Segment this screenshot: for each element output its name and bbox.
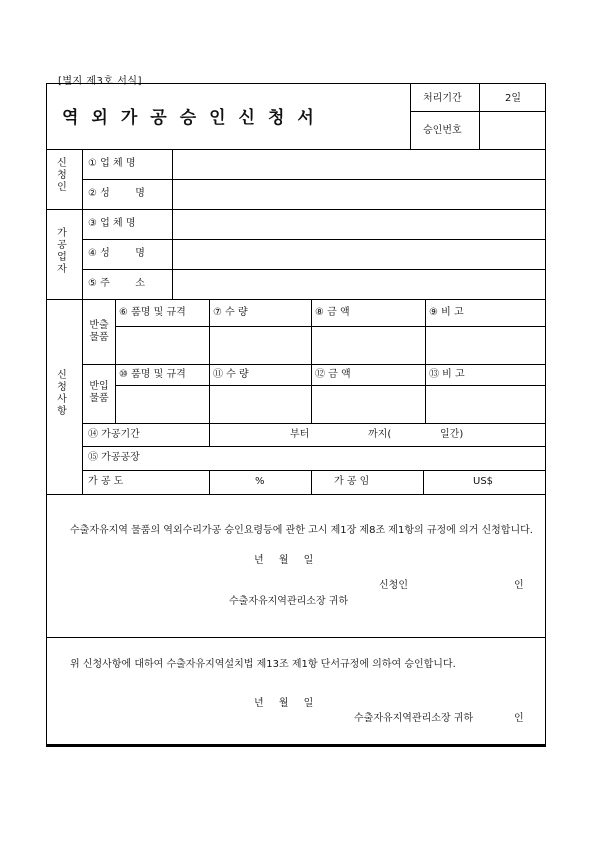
approval-number-field[interactable] bbox=[482, 113, 544, 147]
section-line bbox=[46, 637, 546, 638]
approval-statement: 위 신청사항에 대하여 수출자유지역설치법 제13조 제1항 단서규정에 의하여 승인합니다. bbox=[70, 659, 456, 670]
column-line bbox=[311, 470, 312, 494]
row-line bbox=[82, 239, 546, 240]
period-to-label: 까지( bbox=[368, 429, 392, 440]
header-divider-2 bbox=[479, 83, 480, 149]
column-line bbox=[172, 149, 173, 299]
import-col-qty: ⑪ 수 량 bbox=[213, 369, 249, 380]
form-number: [별지 제3호 서식] bbox=[58, 76, 142, 87]
application-date: 년 월 일 bbox=[254, 555, 314, 566]
row-line bbox=[82, 423, 546, 424]
processor-company-label: ③ 업 체 명 bbox=[88, 218, 136, 229]
processing-wage-currency: US$ bbox=[473, 476, 494, 487]
period-from-label: 부터 bbox=[290, 429, 310, 440]
processing-factory-label: ⑮ 가공공장 bbox=[88, 452, 140, 463]
column-line bbox=[82, 149, 83, 494]
export-col-amount: ⑧ 금 액 bbox=[315, 307, 350, 318]
applicant-company-label: ① 업 체 명 bbox=[88, 158, 136, 169]
row-line bbox=[115, 326, 546, 327]
approval-number-label: 승인번호 bbox=[423, 125, 462, 136]
column-line bbox=[425, 299, 426, 423]
import-col-remark: ⑬ 비 고 bbox=[429, 369, 465, 380]
row-line bbox=[82, 470, 546, 471]
approval-addressee: 수출자유지역관리소장 귀하 bbox=[354, 713, 474, 724]
processing-period-label: 처리기간 bbox=[423, 93, 462, 104]
processor-name-label: ④ 성 명 bbox=[88, 248, 145, 259]
processing-factory-field[interactable] bbox=[211, 448, 544, 468]
column-line bbox=[311, 299, 312, 423]
period-days-label: 일간) bbox=[440, 429, 464, 440]
applicant-name-field[interactable] bbox=[174, 181, 544, 208]
processor-address-label: ⑤ 주 소 bbox=[88, 278, 145, 289]
applicant-signature-label: 신청인 bbox=[379, 580, 408, 591]
processing-wage-label: 가 공 임 bbox=[334, 476, 370, 487]
header-row-divider bbox=[410, 111, 546, 112]
approval-date: 년 월 일 bbox=[254, 698, 314, 709]
request-section-label: 신 청 사 항 bbox=[57, 370, 67, 417]
section-line bbox=[46, 209, 546, 210]
processor-address-field[interactable] bbox=[174, 271, 544, 298]
export-goods-label: 반출 물품 bbox=[89, 320, 109, 343]
approval-seal: 인 bbox=[514, 713, 524, 724]
column-line bbox=[209, 470, 210, 494]
section-line bbox=[46, 494, 546, 495]
export-item-field[interactable] bbox=[117, 328, 207, 362]
applicant-name-label: ② 성 명 bbox=[88, 188, 145, 199]
row-line bbox=[82, 179, 546, 180]
import-item-field[interactable] bbox=[117, 387, 207, 421]
import-col-amount: ⑫ 금 액 bbox=[315, 369, 351, 380]
application-statement: 수출자유지역 물품의 역외수리가공 승인요령등에 관한 고시 제1장 제8조 제1항의 규정에 의거 신청합니다. bbox=[70, 525, 533, 536]
processing-period-row-label: ⑭ 가공기간 bbox=[88, 429, 140, 440]
application-addressee: 수출자유지역관리소장 귀하 bbox=[229, 596, 349, 607]
export-col-qty: ⑦ 수 량 bbox=[213, 307, 248, 318]
processing-rate-label: 가 공 도 bbox=[88, 476, 124, 487]
column-line bbox=[209, 299, 210, 446]
page-title: 역외가공승인신청서 bbox=[62, 108, 327, 128]
export-amount-field[interactable] bbox=[313, 328, 423, 362]
row-line bbox=[82, 364, 546, 365]
import-qty-field[interactable] bbox=[211, 387, 309, 421]
export-qty-field[interactable] bbox=[211, 328, 309, 362]
import-goods-label: 반입 물품 bbox=[89, 381, 109, 404]
export-remark-field[interactable] bbox=[427, 328, 544, 362]
section-line bbox=[46, 149, 546, 150]
applicant-company-field[interactable] bbox=[174, 151, 544, 178]
row-line bbox=[115, 385, 546, 386]
processing-period-value: 2일 bbox=[505, 93, 522, 104]
applicant-seal: 인 bbox=[514, 580, 524, 591]
header-divider bbox=[410, 83, 411, 149]
import-remark-field[interactable] bbox=[427, 387, 544, 421]
applicant-section-label: 신 청 인 bbox=[57, 158, 67, 193]
section-line bbox=[46, 299, 546, 300]
export-col-item: ⑥ 품명 및 규격 bbox=[119, 307, 186, 318]
column-line bbox=[423, 470, 424, 494]
processing-rate-percent: % bbox=[255, 476, 265, 487]
processor-name-field[interactable] bbox=[174, 241, 544, 268]
import-col-item: ⑩ 품명 및 규격 bbox=[119, 369, 186, 380]
row-line bbox=[82, 446, 546, 447]
import-amount-field[interactable] bbox=[313, 387, 423, 421]
column-line bbox=[115, 299, 116, 423]
row-line bbox=[82, 269, 546, 270]
export-col-remark: ⑨ 비 고 bbox=[429, 307, 464, 318]
processor-company-field[interactable] bbox=[174, 211, 544, 238]
processor-section-label: 가 공 업 자 bbox=[57, 228, 67, 275]
